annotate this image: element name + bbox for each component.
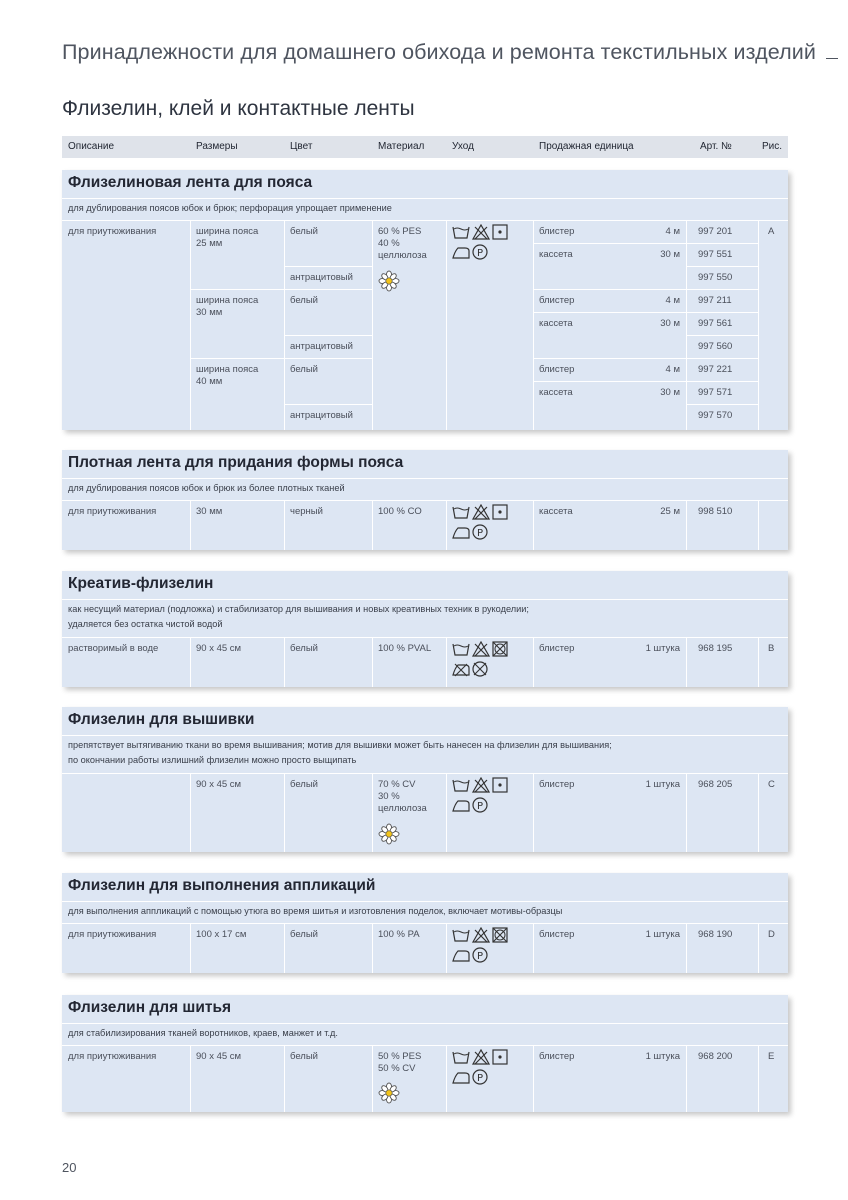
art-no-cell: 997 570 [698, 410, 733, 421]
row-description: для приутюживания [68, 506, 157, 517]
size-cell: 30 мм [196, 307, 223, 318]
product-block-belt-tape [62, 170, 788, 430]
product-description: препятствует вытягиванию ткани во время вышивания; мотив для вышивки может быть нанесен на флизелин для вышивания; [68, 740, 612, 750]
tumble-dry-icon [492, 777, 508, 793]
material-cell: 60 % PES [378, 226, 422, 237]
care-symbols [452, 927, 512, 971]
no-bleach-icon [472, 641, 490, 657]
daisy-cellulose-icon [378, 270, 400, 292]
unit-cell: блистер [539, 779, 575, 790]
svg-text:P: P [476, 248, 484, 259]
row-description: для приутюживания [68, 929, 157, 940]
art-no-cell: 997 550 [698, 272, 733, 283]
size-cell: 90 x 45 см [196, 1051, 242, 1062]
product-title: Флизелин для выполнения аппликаций [68, 877, 376, 894]
color-cell: белый [290, 779, 318, 790]
material-cell: 70 % CV [378, 779, 416, 790]
color-cell: белый [290, 1051, 318, 1062]
art-no-cell: 997 221 [698, 364, 733, 375]
qty-cell: 4 м [665, 364, 680, 375]
fig-cell: E [768, 1051, 775, 1062]
tumble-dry-icon [492, 1049, 508, 1065]
material-cell: 100 % PA [378, 929, 420, 940]
dry-clean-p-icon [472, 1069, 488, 1085]
no-bleach-icon [472, 777, 490, 793]
qty-cell: 4 м [665, 295, 680, 306]
qty-cell: 1 штука [645, 643, 680, 654]
unit-cell: блистер [539, 643, 575, 654]
size-cell: ширина пояса [196, 364, 259, 375]
material-cell: целлюлоза [378, 250, 427, 261]
tumble-dry-icon [492, 224, 508, 240]
dry-clean-p-icon [472, 244, 488, 260]
qty-cell: 1 штука [645, 929, 680, 940]
product-title: Плотная лента для придания формы пояса [68, 454, 404, 471]
color-cell: белый [290, 643, 318, 654]
product-title: Флизелин для шитья [68, 999, 232, 1016]
col-art-no: Арт. № [700, 141, 732, 152]
unit-cell: блистер [539, 929, 575, 940]
product-description: удаляется без остатка чистой водой [68, 619, 223, 629]
col-description: Описание [68, 141, 115, 152]
section-title: Флизелин, клей и контактные ленты [62, 97, 415, 120]
no-bleach-icon [472, 1049, 490, 1065]
size-cell: ширина пояса [196, 226, 259, 237]
daisy-cellulose-icon [378, 823, 400, 845]
qty-cell: 1 штука [645, 1051, 680, 1062]
size-cell: 90 x 45 см [196, 643, 242, 654]
dry-clean-p-icon [472, 797, 488, 813]
no-dry-clean-icon [472, 661, 488, 677]
dry-clean-p-icon [472, 524, 488, 540]
row-description: для приутюживания [68, 1051, 157, 1062]
product-block-embroidery-interlining [62, 707, 788, 852]
product-description: как несущий материал (подложка) и стабилизатор для вышивания и новых креативных техник в рукоделии; [68, 604, 529, 614]
iron-icon [452, 526, 470, 540]
product-block-sewing-interlining [62, 995, 788, 1112]
qty-cell: 30 м [660, 318, 680, 329]
art-no-cell: 997 561 [698, 318, 733, 329]
size-cell: 90 x 45 см [196, 779, 242, 790]
art-no-cell: 998 510 [698, 506, 733, 517]
material-cell: 100 % CO [378, 506, 422, 517]
product-block-creative-interlining [62, 571, 788, 687]
fig-cell: D [768, 929, 775, 940]
care-symbols [452, 777, 512, 821]
unit-cell: кассета [539, 249, 573, 260]
art-no-cell: 997 201 [698, 226, 733, 237]
no-tumble-dry-icon [492, 641, 508, 657]
col-color: Цвет [290, 141, 313, 152]
size-cell: 100 x 17 см [196, 929, 247, 940]
fig-cell: A [768, 226, 775, 237]
svg-text:P: P [476, 801, 484, 812]
iron-icon [452, 1071, 470, 1085]
no-bleach-icon [472, 224, 490, 240]
color-cell: белый [290, 364, 318, 375]
wash-tub-icon [452, 641, 470, 657]
color-cell: белый [290, 929, 318, 940]
product-title: Флизелиновая лента для пояса [68, 174, 313, 191]
unit-cell: кассета [539, 318, 573, 329]
no-tumble-dry-icon [492, 927, 508, 943]
art-no-cell: 968 200 [698, 1051, 733, 1062]
art-no-cell: 968 195 [698, 643, 733, 654]
product-block-firm-belt-tape [62, 450, 788, 550]
daisy-cellulose-icon [378, 1082, 400, 1104]
unit-cell: блистер [539, 295, 575, 306]
material-cell: 30 % [378, 791, 400, 802]
svg-text:P: P [476, 951, 484, 962]
fig-cell: B [768, 643, 775, 654]
wash-tub-icon [452, 927, 470, 943]
product-description: для стабилизирования тканей воротников, краев, манжет и т.д. [68, 1028, 338, 1038]
product-description: по окончании работы излишний флизелин можно просто выщипать [68, 755, 357, 765]
no-iron-icon [452, 663, 470, 677]
qty-cell: 30 м [660, 387, 680, 398]
column-header-row [62, 136, 788, 158]
product-title: Креатив-флизелин [68, 575, 214, 592]
wash-tub-icon [452, 777, 470, 793]
chapter-title: Принадлежности для домашнего обихода и ремонта текстильных изделий [62, 40, 848, 65]
qty-cell: 1 штука [645, 779, 680, 790]
material-cell: целлюлоза [378, 803, 427, 814]
col-sizes: Размеры [196, 141, 238, 152]
size-cell: ширина пояса [196, 295, 259, 306]
art-no-cell: 968 190 [698, 929, 733, 940]
page-number: 20 [62, 1160, 77, 1175]
material-cell: 40 % [378, 238, 400, 249]
material-cell: 50 % PES [378, 1051, 422, 1062]
care-symbols [452, 1049, 512, 1093]
col-material: Материал [378, 141, 425, 152]
art-no-cell: 997 560 [698, 341, 733, 352]
iron-icon [452, 949, 470, 963]
art-no-cell: 968 205 [698, 779, 733, 790]
col-care: Уход [452, 141, 474, 152]
color-cell: белый [290, 226, 318, 237]
size-cell: 25 мм [196, 238, 223, 249]
row-description: для приутюживания [68, 226, 157, 237]
color-cell: антрацитовый [290, 341, 353, 352]
unit-cell: блистер [539, 364, 575, 375]
color-cell: антрацитовый [290, 272, 353, 283]
unit-cell: блистер [539, 1051, 575, 1062]
product-description: для дублирования поясов юбок и брюк; перфорация упрощает применение [68, 203, 392, 213]
no-bleach-icon [472, 504, 490, 520]
iron-icon [452, 799, 470, 813]
color-cell: черный [290, 506, 323, 517]
col-fig: Рис. [762, 141, 783, 152]
tumble-dry-icon [492, 504, 508, 520]
row-description: растворимый в воде [68, 643, 159, 654]
qty-cell: 30 м [660, 249, 680, 260]
unit-cell: кассета [539, 387, 573, 398]
wash-tub-icon [452, 224, 470, 240]
svg-text:P: P [476, 1073, 484, 1084]
care-symbols [452, 224, 512, 268]
qty-cell: 4 м [665, 226, 680, 237]
size-cell: 40 мм [196, 376, 223, 387]
fig-cell: C [768, 779, 775, 790]
material-cell: 50 % CV [378, 1063, 416, 1074]
wash-tub-icon [452, 1049, 470, 1065]
color-cell: антрацитовый [290, 410, 353, 421]
product-title: Флизелин для вышивки [68, 711, 255, 728]
product-description: для выполнения аппликаций с помощью утюга во время шитья и изготовления поделок, включает мотивы-образцы [68, 906, 563, 916]
product-block-applique-interlining [62, 873, 788, 973]
svg-text:P: P [476, 528, 484, 539]
no-bleach-icon [472, 927, 490, 943]
dry-clean-p-icon [472, 947, 488, 963]
qty-cell: 25 м [660, 506, 680, 517]
product-description: для дублирования поясов юбок и брюк из более плотных тканей [68, 483, 345, 493]
care-symbols [452, 504, 512, 548]
care-symbols [452, 641, 512, 685]
col-sales-unit: Продажная единица [539, 141, 634, 152]
wash-tub-icon [452, 504, 470, 520]
art-no-cell: 997 551 [698, 249, 733, 260]
art-no-cell: 997 211 [698, 295, 732, 306]
size-cell: 30 мм [196, 506, 223, 517]
art-no-cell: 997 571 [698, 387, 733, 398]
unit-cell: кассета [539, 506, 573, 517]
iron-icon [452, 246, 470, 260]
material-cell: 100 % PVAL [378, 643, 432, 654]
unit-cell: блистер [539, 226, 575, 237]
color-cell: белый [290, 295, 318, 306]
